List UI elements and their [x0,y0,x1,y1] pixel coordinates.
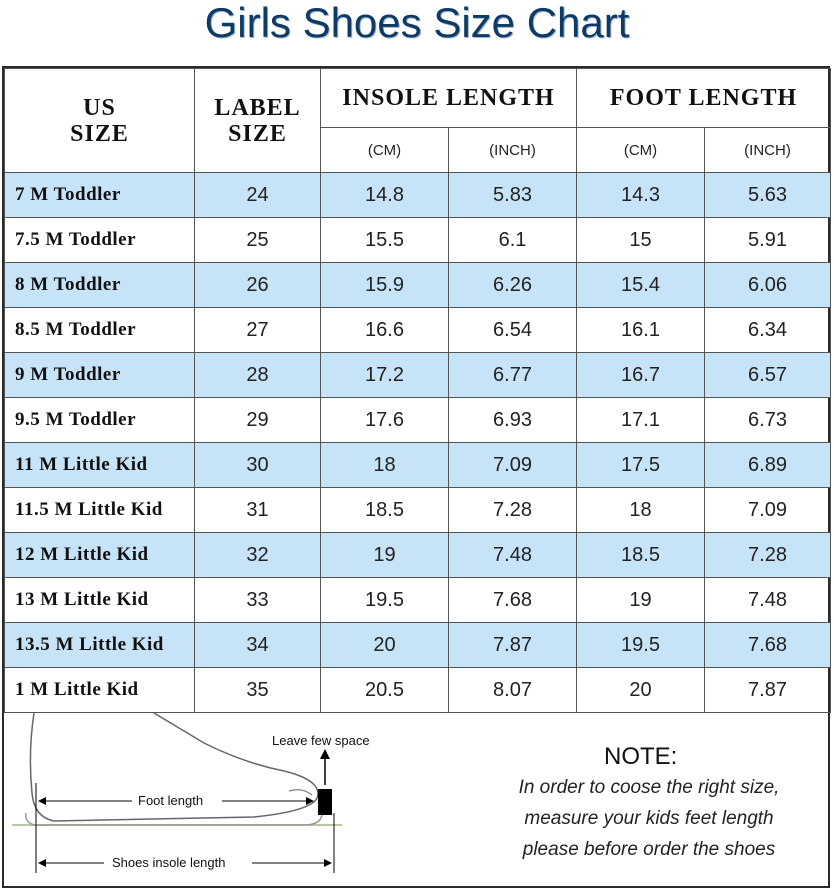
foot-inch-cell: 7.48 [705,578,831,623]
foot-measurement-diagram [4,713,404,888]
label-size-cell: 33 [195,578,321,623]
foot-inch-cell: 6.73 [705,398,831,443]
label-size-header [195,69,321,173]
insole-inch-cell: 6.77 [449,353,577,398]
size-rows [5,173,831,713]
label-size-header-line-1: LABEL [214,94,301,121]
insole-cm-cell: 18 [321,443,449,488]
foot-inch-cell: 5.91 [705,218,831,263]
foot-length-label: Foot length [138,793,204,808]
measurement-section [4,713,830,888]
table-row [5,623,831,668]
size-table [4,68,831,713]
foot-inch-cell: 6.06 [705,263,831,308]
page-title: Girls Shoes Size Chart [204,0,630,46]
insole-length-arrowhead-right [324,859,332,867]
table-row [5,668,831,713]
toe-gap-marker [318,789,332,815]
insole-cm-cell: 19 [321,533,449,578]
us-size-cell: 11 M Little Kid [5,443,195,488]
us-size-header [5,69,195,173]
insole-length-header: INSOLE LENGTH [321,69,577,128]
insole-inch-cell: 8.07 [449,668,577,713]
foot-cm-unit: (CM) [577,128,705,173]
label-size-cell: 35 [195,668,321,713]
foot-cm-cell: 18 [577,488,705,533]
us-size-cell: 12 M Little Kid [5,533,195,578]
foot-cm-cell: 20 [577,668,705,713]
label-size-cell: 30 [195,443,321,488]
insole-inch-cell: 7.09 [449,443,577,488]
foot-cm-cell: 17.5 [577,443,705,488]
foot-cm-cell: 17.1 [577,398,705,443]
foot-cm-cell: 15.4 [577,263,705,308]
foot-cm-cell: 18.5 [577,533,705,578]
us-size-cell: 8.5 M Toddler [5,308,195,353]
table-row [5,353,831,398]
foot-cm-cell: 16.1 [577,308,705,353]
insole-inch-cell: 7.28 [449,488,577,533]
insole-cm-unit: (CM) [321,128,449,173]
label-size-cell: 31 [195,488,321,533]
label-size-header-line-2: SIZE [228,120,287,147]
foot-inch-cell: 7.09 [705,488,831,533]
insole-inch-cell: 6.1 [449,218,577,263]
us-size-header-line-1: US [83,94,116,121]
insole-inch-cell: 6.93 [449,398,577,443]
us-size-cell: 11.5 M Little Kid [5,488,195,533]
us-size-cell: 13.5 M Little Kid [5,623,195,668]
insole-cm-cell: 17.6 [321,398,449,443]
us-size-cell: 8 M Toddler [5,263,195,308]
us-size-cell: 13 M Little Kid [5,578,195,623]
label-size-cell: 26 [195,263,321,308]
foot-inch-cell: 7.87 [705,668,831,713]
insole-cm-cell: 19.5 [321,578,449,623]
insole-cm-cell: 16.6 [321,308,449,353]
label-size-cell: 29 [195,398,321,443]
insole-cm-cell: 18.5 [321,488,449,533]
foot-inch-cell: 6.57 [705,353,831,398]
us-size-cell: 1 M Little Kid [5,668,195,713]
insole-cm-cell: 17.2 [321,353,449,398]
foot-inch-cell: 7.68 [705,623,831,668]
note-line-2: measure your kids feet length [524,808,774,829]
table-row [5,173,831,218]
table-row [5,218,831,263]
label-size-cell: 28 [195,353,321,398]
foot-length-arrowhead-left [38,797,46,805]
foot-length-header: FOOT LENGTH [577,69,831,128]
foot-inch-cell: 6.34 [705,308,831,353]
us-size-cell: 9.5 M Toddler [5,398,195,443]
note-line-3: please before order the shoes [522,839,776,860]
table-row [5,308,831,353]
foot-cm-cell: 15 [577,218,705,263]
insole-inch-cell: 7.48 [449,533,577,578]
us-size-cell: 9 M Toddler [5,353,195,398]
foot-cm-cell: 16.7 [577,353,705,398]
label-size-cell: 34 [195,623,321,668]
insole-inch-cell: 7.87 [449,623,577,668]
insole-inch-cell: 7.68 [449,578,577,623]
insole-cm-cell: 20.5 [321,668,449,713]
foot-cm-cell: 19 [577,578,705,623]
label-size-cell: 32 [195,533,321,578]
insole-cm-cell: 15.5 [321,218,449,263]
leave-space-label: Leave few space [272,733,370,748]
us-size-cell: 7.5 M Toddler [5,218,195,263]
insole-inch-cell: 6.26 [449,263,577,308]
insole-cm-cell: 15.9 [321,263,449,308]
insole-inch-unit: (INCH) [449,128,577,173]
foot-inch-cell: 6.89 [705,443,831,488]
foot-cm-cell: 14.3 [577,173,705,218]
foot-cm-cell: 19.5 [577,623,705,668]
insole-inch-cell: 6.54 [449,308,577,353]
insole-length-label: Shoes insole length [112,855,226,870]
table-row [5,488,831,533]
label-size-cell: 24 [195,173,321,218]
insole-length-arrowhead-left [38,859,46,867]
toe-outline [289,790,312,795]
table-row [5,533,831,578]
insole-inch-cell: 5.83 [449,173,577,218]
table-row [5,263,831,308]
foot-inch-cell: 5.63 [705,173,831,218]
us-size-cell: 7 M Toddler [5,173,195,218]
foot-inch-unit: (INCH) [705,128,831,173]
note-title: NOTE: [604,743,678,770]
table-row [5,578,831,623]
table-row [5,443,831,488]
leave-space-arrowhead [320,749,330,759]
note-line-1: In order to coose the right size, [518,777,780,798]
foot-inch-cell: 7.28 [705,533,831,578]
label-size-cell: 25 [195,218,321,263]
size-chart [2,66,830,888]
insole-cm-cell: 20 [321,623,449,668]
label-size-cell: 27 [195,308,321,353]
table-row [5,398,831,443]
insole-cm-cell: 14.8 [321,173,449,218]
us-size-header-line-2: SIZE [70,120,129,147]
